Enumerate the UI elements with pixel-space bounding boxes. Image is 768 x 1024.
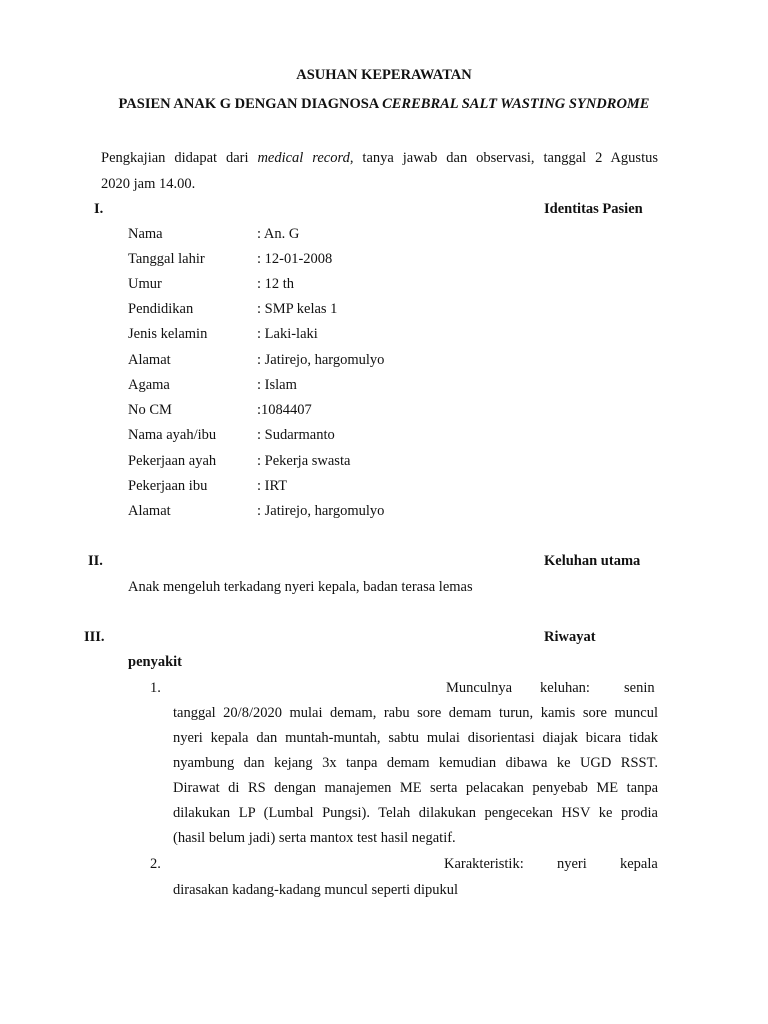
section-3-heading-continued: penyakit: [128, 654, 182, 670]
history-line: (hasil belum jadi) serta mantox test hasil negatif.: [173, 830, 456, 846]
identity-value: : IRT: [257, 478, 288, 494]
identity-label: Umur: [128, 276, 162, 292]
section-3-number: III.: [84, 629, 105, 645]
identity-value: : Sudarmanto: [257, 427, 335, 443]
identity-value: : Laki-laki: [257, 326, 318, 342]
section-1-number: I.: [94, 201, 104, 217]
identity-label: Pekerjaan ibu: [128, 478, 208, 494]
history-line: Dirawat di RS dengan manajemen ME serta pelacakan penyebab ME tanpa: [173, 780, 658, 796]
intro-post: , tanya jawab dan observasi, tanggal 2 Agustus: [349, 150, 658, 166]
identity-value: : Islam: [257, 377, 297, 393]
identity-label: Nama: [128, 226, 163, 242]
identity-label: Agama: [128, 377, 170, 393]
history-item-word: senin: [624, 680, 655, 696]
identity-value: : Jatirejo, hargomulyo: [257, 352, 385, 368]
identity-label: Alamat: [128, 352, 171, 368]
history-line: tanggal 20/8/2020 mulai demam, rabu sore demam turun, kamis sore muncul: [173, 705, 658, 721]
history-line: dirasakan kadang-kadang muncul seperti dipukul: [173, 882, 459, 898]
identity-value: : 12 th: [257, 276, 295, 292]
section-1-heading: Identitas Pasien: [544, 201, 643, 217]
identity-label: Pendidikan: [128, 301, 194, 317]
identity-label: Tanggal lahir: [128, 251, 205, 267]
history-line: dilakukan LP (Lumbal Pungsi). Telah dilakukan pengecekan HSV ke prodia: [173, 805, 658, 821]
identity-value: :1084407: [257, 402, 312, 418]
identity-label: Alamat: [128, 503, 171, 519]
history-item-word: nyeri: [557, 856, 587, 872]
history-item-number: 1.: [150, 680, 161, 696]
identity-label: Jenis kelamin: [128, 326, 208, 342]
main-complaint-text: Anak mengeluh terkadang nyeri kepala, badan terasa lemas: [128, 579, 473, 595]
subtitle-diagnosis: CEREBRAL SALT WASTING SYNDROME: [382, 96, 650, 112]
identity-label: Nama ayah/ibu: [128, 427, 217, 443]
document-title: ASUHAN KEPERAWATAN: [296, 67, 472, 83]
history-item-number: 2.: [150, 856, 161, 872]
identity-value: : Jatirejo, hargomulyo: [257, 503, 385, 519]
identity-value: : 12-01-2008: [257, 251, 333, 267]
intro-pre: Pengkajian didapat dari: [101, 150, 258, 166]
section-2-number: II.: [88, 553, 103, 569]
intro-italic: medical record: [257, 150, 350, 166]
history-item-word: Karakteristik:: [444, 856, 524, 872]
identity-value: : Pekerja swasta: [257, 453, 351, 469]
history-item-word: keluhan:: [540, 680, 590, 696]
document-subtitle: [0, 96, 768, 113]
section-2-heading: Keluhan utama: [544, 553, 641, 569]
intro-line-1: [101, 150, 658, 167]
identity-label: No CM: [128, 402, 172, 418]
subtitle-prefix: PASIEN ANAK G DENGAN DIAGNOSA: [118, 96, 383, 112]
history-item-word: kepala: [620, 856, 658, 872]
identity-value: : SMP kelas 1: [257, 301, 338, 317]
history-line: nyeri kepala dan muntah-muntah, sabtu mulai disorientasi diajak bicara tidak: [173, 730, 658, 746]
identity-label: Pekerjaan ayah: [128, 453, 217, 469]
identity-value: : An. G: [257, 226, 300, 242]
intro-line-2: 2020 jam 14.00.: [101, 176, 196, 192]
history-item-word: Munculnya: [446, 680, 513, 696]
section-3-heading: Riwayat: [544, 629, 596, 645]
history-line: nyambung dan kejang 3x tanpa demam kemudian dibawa ke UGD RSST.: [173, 755, 658, 771]
